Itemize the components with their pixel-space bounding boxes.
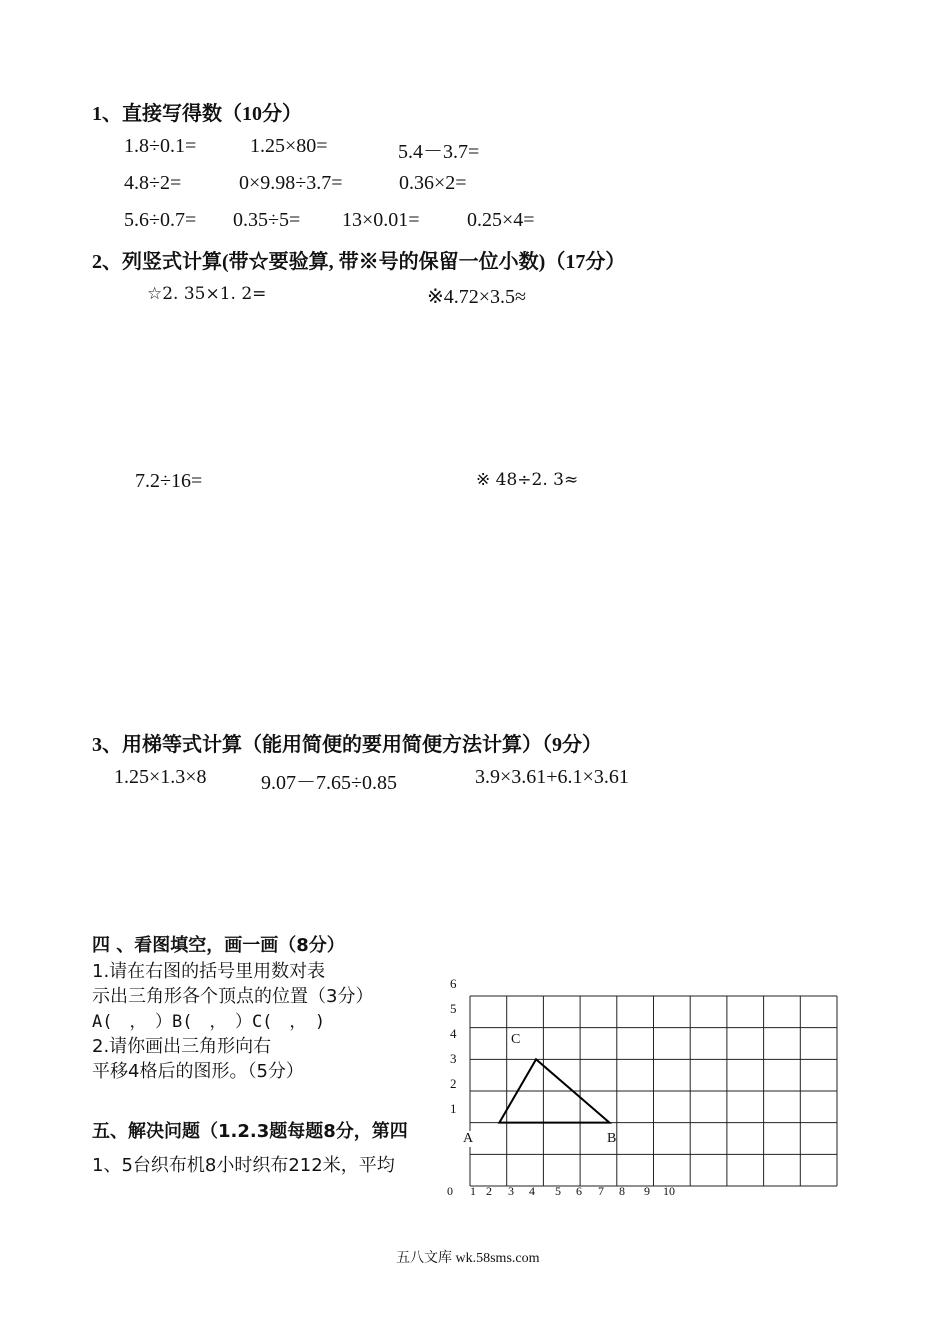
grid-overlap bbox=[470, 1112, 530, 1182]
y-axis-label: 3 bbox=[450, 1051, 457, 1066]
vertical-calc-item: ※4.72×3.5≈ bbox=[427, 286, 527, 308]
y-axis-label: 1 bbox=[450, 1101, 457, 1116]
x-axis-label: 5 bbox=[555, 1184, 561, 1198]
section4-line: 示出三角形各个顶点的位置（3分） bbox=[92, 986, 374, 1007]
x-axis-label: 1 bbox=[470, 1184, 476, 1198]
section4-line: 平移4格后的图形。（5分） bbox=[92, 1061, 304, 1082]
point-label-a: A bbox=[463, 1131, 474, 1146]
x-axis-label: 10 bbox=[663, 1184, 675, 1198]
calc-item: 4.8÷2= bbox=[124, 172, 182, 194]
calc-item: 13×0.01= bbox=[342, 209, 420, 231]
x-axis-label: 4 bbox=[529, 1184, 535, 1198]
x-axis-label: 7 bbox=[598, 1184, 604, 1198]
section4-line: 2.请你画出三角形向右 bbox=[92, 1036, 272, 1057]
point-label-b: B bbox=[607, 1131, 617, 1146]
vertical-calc-item: 7.2÷16= bbox=[135, 470, 203, 492]
section2-title: 2、列竖式计算(带☆要验算, 带※号的保留一位小数)（17分） bbox=[92, 251, 626, 273]
x-axis-label: 9 bbox=[644, 1184, 650, 1198]
section1-title: 1、直接写得数（10分） bbox=[92, 103, 302, 125]
calc-item: 1.25×80= bbox=[250, 135, 328, 157]
stepwise-calc-item: 3.9×3.61+6.1×3.61 bbox=[475, 766, 629, 788]
y-axis-label: 2 bbox=[450, 1076, 457, 1091]
x-axis-label: 2 bbox=[486, 1184, 492, 1198]
vertical-calc-item: ※ 48÷2. 3≈ bbox=[476, 470, 579, 490]
point-label-c: C bbox=[511, 1032, 521, 1047]
x-axis-label: 8 bbox=[619, 1184, 625, 1198]
x-axis-label: 6 bbox=[576, 1184, 582, 1198]
calc-item: 1.8÷0.1= bbox=[124, 135, 197, 157]
stepwise-calc-item: 9.07－7.65÷0.85 bbox=[261, 772, 397, 794]
y-axis-label: 6 bbox=[450, 976, 457, 991]
section5-title: 五、解决问题（1.2.3题每题8分，第四 bbox=[92, 1121, 408, 1142]
x-axis-label: 0 bbox=[447, 1184, 453, 1198]
stepwise-calc-item: 1.25×1.3×8 bbox=[114, 766, 207, 788]
y-axis-label: 5 bbox=[450, 1001, 457, 1016]
calc-item: 5.6÷0.7= bbox=[124, 209, 197, 231]
section3-title: 3、用梯等式计算（能用简便的要用简便方法计算）（9分） bbox=[92, 734, 602, 756]
footer-watermark: 五八文库 wk.58sms.com bbox=[396, 1251, 540, 1266]
section4-line: A( ， ）B( ， ）C( ， ) bbox=[92, 1012, 326, 1032]
section5-q1: 1、5台织布机8小时织布212米，平均 bbox=[92, 1155, 395, 1176]
calc-item: 0×9.98÷3.7= bbox=[239, 172, 343, 194]
calc-item: 5.4－3.7= bbox=[398, 141, 480, 163]
vertical-calc-item: ☆2. 35×1. 2= bbox=[147, 284, 267, 304]
calc-item: 0.36×2= bbox=[399, 172, 467, 194]
y-axis-label: 4 bbox=[450, 1026, 457, 1041]
section4-title: 四 、看图填空，画一画（8分） bbox=[92, 935, 345, 956]
x-axis-label: 3 bbox=[508, 1184, 514, 1198]
section4-line: 1.请在右图的括号里用数对表 bbox=[92, 961, 326, 982]
calc-item: 0.35÷5= bbox=[233, 209, 301, 231]
calc-item: 0.25×4= bbox=[467, 209, 535, 231]
